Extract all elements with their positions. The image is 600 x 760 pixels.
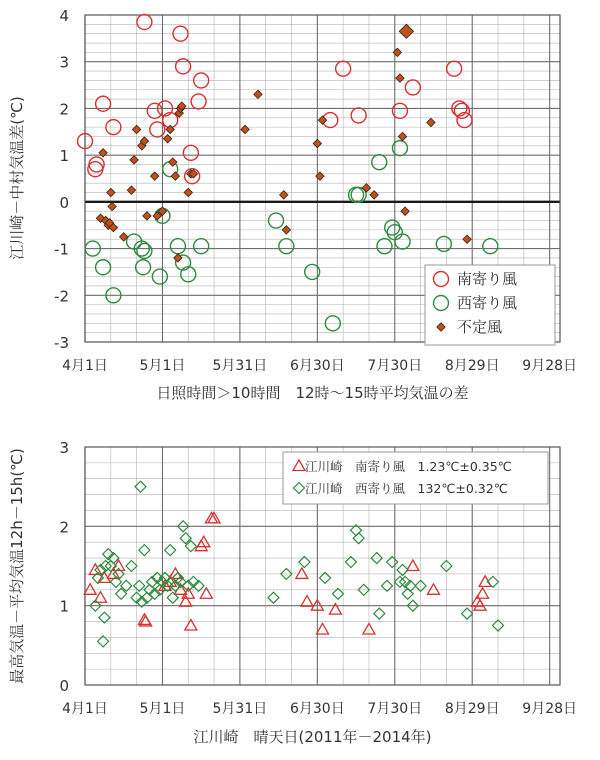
y-axis-title: 最高気温－平均気温12h－15h(℃): [8, 448, 26, 684]
y-tick-label: 1: [59, 147, 69, 166]
y-tick-label: 0: [59, 677, 69, 695]
y-tick-label: 3: [59, 439, 69, 457]
top-chart-south-west-variable-temp-diff: [8, 7, 577, 402]
y-axis-title: 江川崎－中村気温差(℃): [8, 96, 26, 260]
y-tick-label: 2: [59, 100, 69, 119]
y-tick-label: 4: [59, 7, 69, 25]
x-tick-label: 5月31日: [212, 701, 268, 717]
x-tick-label: 9月28日: [522, 701, 578, 717]
y-tick-label: 3: [59, 53, 69, 72]
x-tick-label: 6月30日: [289, 701, 345, 717]
legend-label: 江川崎 南寄り風 1.23℃±0.35℃: [305, 459, 512, 474]
y-tick-label: -2: [54, 287, 69, 306]
legend-label: 江川崎 西寄り風 132℃±0.32℃: [305, 481, 508, 496]
x-tick-label: 4月1日: [62, 701, 108, 717]
x-tick-label: 5月1日: [139, 358, 186, 374]
bottom-chart-max-minus-mean-temp: [8, 439, 577, 746]
x-tick-label: 8月29日: [444, 358, 500, 374]
y-tick-label: 2: [59, 518, 69, 537]
legend-label: 南寄り風: [457, 270, 518, 288]
legend: [283, 452, 548, 504]
legend-label: 西寄り風: [457, 294, 518, 312]
x-tick-label: 5月1日: [139, 701, 186, 717]
y-tick-label: -3: [54, 334, 69, 352]
x-tick-label: 8月29日: [444, 701, 500, 717]
x-tick-label: 6月30日: [289, 358, 345, 374]
legend-label: 不定風: [457, 318, 503, 336]
x-axis-title: 日照時間＞10時間 12時～15時平均気温の差: [156, 384, 469, 402]
y-tick-label: 1: [59, 597, 69, 616]
x-tick-label: 5月31日: [212, 358, 268, 374]
x-tick-label: 7月30日: [367, 358, 423, 374]
x-tick-label: 9月28日: [522, 358, 578, 374]
legend: [425, 265, 555, 345]
y-tick-label: 0: [59, 193, 69, 212]
y-tick-label: -1: [54, 240, 69, 259]
x-tick-label: 7月30日: [367, 701, 423, 717]
x-tick-label: 4月1日: [62, 358, 108, 374]
x-axis-title: 江川崎 晴天日(2011年－2014年): [193, 728, 432, 746]
